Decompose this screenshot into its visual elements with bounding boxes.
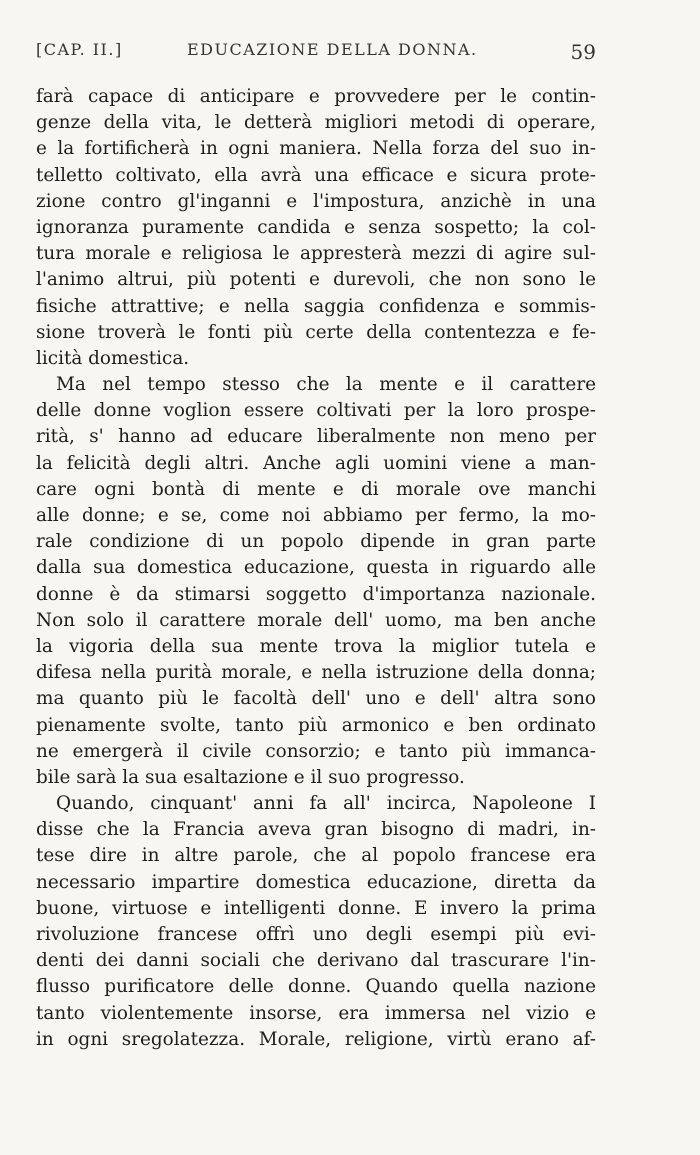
text-line: ne emergerà il civile consorzio; e tanto più immanca- [36,740,596,762]
text-line: flusso purificatore delle donne. Quando quella nazione [36,976,596,998]
running-header [36,40,596,68]
text-line: disse che la Francia aveva gran bisogno di madri, in- [36,819,596,841]
text-line: alle donne; e se, come noi abbiamo per fermo, la mo- [36,505,596,526]
running-title: EDUCAZIONE DELLA DONNA. [187,40,478,59]
text-line: licità domestica. [36,347,190,369]
text-line: e la fortificherà in ogni maniera. Nella forza del suo in- [36,138,596,160]
text-line: la vigoria della sua mente trova la miglior tutela e [36,635,596,657]
text-line: delle donne voglion essere coltivati per la loro prospe- [36,400,596,422]
text-line: ma quanto più le facoltà dell' uno e dell' altra sono [36,688,596,710]
text-line: ignoranza puramente candida e senza sospetto; la col- [36,216,596,238]
text-line: difesa nella purità morale, e nella istruzione della donna; [36,662,596,684]
body-text [36,84,596,1053]
text-line: bile sarà la sua esaltazione e il suo progresso. [36,766,465,788]
text-line: farà capace di anticipare e provvedere per le contin- [36,86,596,107]
text-line: denti dei danni sociali che derivano dal trascurare l'in- [36,950,596,972]
text-line: Non solo il carattere morale dell' uomo, ma ben anche [36,609,596,631]
text-line: pienamente svolte, tanto più armonico e ben ordinato [36,714,596,736]
text-line: dalla sua domestica educazione, questa in riguardo alle [36,557,596,579]
text-line: la felicità degli altri. Anche agli uomini viene a man- [36,452,596,474]
text-line: buone, virtuose e intelligenti donne. E invero la prima [36,897,596,919]
text-line: donne è da stimarsi soggetto d'importanza nazionale. [36,583,596,605]
text-line: genze della vita, le detterà migliori metodi di operare, [36,112,596,134]
chapter-label: [CAP. II.] [36,40,123,59]
text-line: tura morale e religiosa le appresterà mezzi di agire sul- [36,243,596,265]
page-number: 59 [570,40,596,64]
text-line: Quando, cinquant' anni fa all' incirca, Napoleone I [56,793,596,815]
text-line: in ogni sregolatezza. Morale, religione, virtù erano af- [36,1028,596,1050]
text-line: fisiche attrattive; e nella saggia confidenza e sommis- [36,295,596,317]
text-line: rale condizione di un popolo dipende in gran parte [36,531,596,553]
text-line: rivoluzione francese offrì uno degli esempi più evi- [36,924,596,945]
text-line: rità, s' hanno ad educare liberalmente non meno per [36,426,596,448]
text-line: tanto violentemente insorse, era immersa nel vizio e [36,1002,596,1024]
text-line: Ma nel tempo stesso che la mente e il carattere [56,374,596,396]
text-line: sione troverà le fonti più certe della contentezza e fe- [36,321,596,343]
text-line: l'animo altrui, più potenti e durevoli, che non sono le [36,269,596,291]
text-line: care ogni bontà di mente e di morale ove manchi [36,478,596,500]
text-line: tese dire in altre parole, che al popolo francese era [36,845,596,867]
text-line: necessario impartire domestica educazione, diretta da [36,871,596,893]
text-line: telletto coltivato, ella avrà una efficace e sicura prote- [36,164,596,186]
text-line: zione contro gl'inganni e l'impostura, anzichè in una [36,190,596,212]
